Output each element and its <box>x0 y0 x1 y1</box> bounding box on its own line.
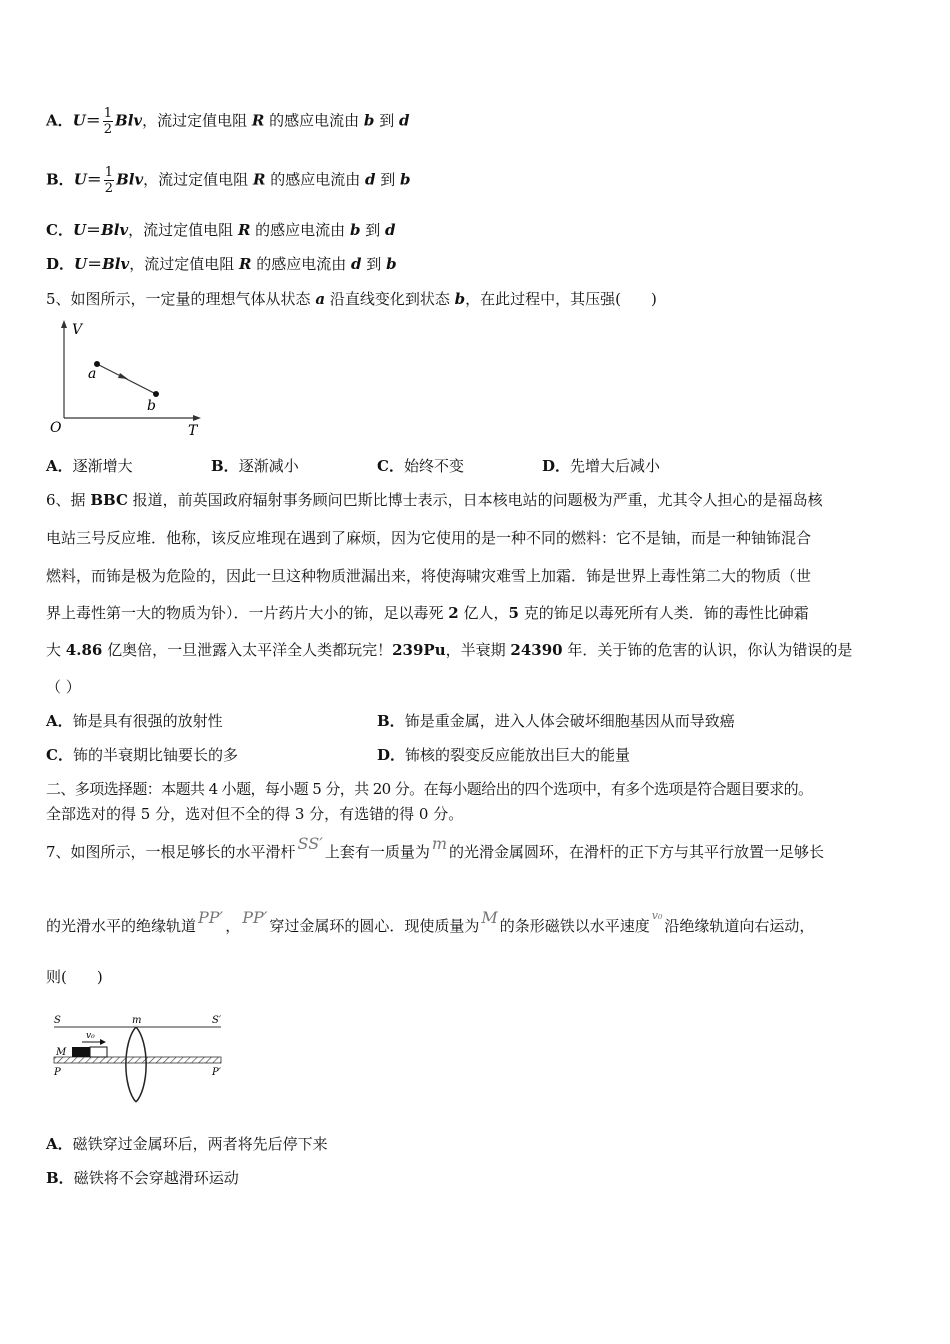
label-p-prime: P′ <box>212 1067 221 1078</box>
option-text: ，流过定值电阻 <box>128 221 238 239</box>
var-from: b <box>363 111 375 130</box>
stem-text: 的条形磁铁以水平速度 <box>499 917 650 935</box>
q6-option-a[interactable] <box>46 711 223 731</box>
stem-text: 2 <box>448 604 459 622</box>
process-line <box>97 364 156 394</box>
q7-option-a[interactable] <box>46 1134 328 1154</box>
var-blv: Blv <box>115 111 143 130</box>
point-a-label: a <box>88 366 97 382</box>
var-u: U <box>72 111 86 130</box>
option-text: 到 <box>361 255 387 273</box>
stem-text: 的光滑水平的绝缘轨道 <box>46 917 197 935</box>
numerator: 1 <box>104 165 114 180</box>
point-b-label: b <box>147 398 156 414</box>
symbol-m: m <box>431 834 448 853</box>
q4-option-a[interactable] <box>46 106 409 137</box>
stem-text: 239Pu <box>392 641 446 659</box>
label-s-prime: S′ <box>212 1015 222 1026</box>
stem-text: 界上毒性第一大的物质为钋）．一片药片大小的钸，足以毒死 <box>46 604 449 622</box>
symbol-ss-prime: SS′ <box>297 834 323 853</box>
option-label: C． <box>46 221 73 239</box>
stem-text: 5、如图所示，一定量的理想气体从状态 <box>46 290 316 308</box>
q7-line-3: 则( ) <box>46 968 103 986</box>
fraction-half <box>104 165 114 196</box>
q6-line-3: 燃料，而钸是极为危险的，因此一旦这种物质泄漏出来，将使海啸灾难雪上加霜．钸是世界上毒性第二大的物质（世 <box>46 567 812 585</box>
ring-back <box>126 1027 136 1102</box>
var-to: d <box>398 111 410 130</box>
q6-line-2: 电站三号反应堆．他称，该反应堆现在遇到了麻烦，因为它使用的是一种不同的燃料：它不是铀，而是一种铀钸混合 <box>46 529 812 547</box>
origin-label: O <box>50 420 62 436</box>
option-label: C． <box>46 746 73 764</box>
equals: ＝ <box>86 170 102 189</box>
stem-text: ， <box>225 917 241 935</box>
point-b <box>153 391 159 397</box>
stem-text: 克的钸足以毒死所有人类．钸的毒性比砷霜 <box>518 604 809 622</box>
stem-text: 的光滑金属圆环，在滑杆的正下方与其平行放置一足够长 <box>449 843 825 861</box>
option-text: 的感应电流由 <box>250 221 350 239</box>
stem-text: 5 <box>508 604 519 622</box>
var-to: b <box>400 170 411 189</box>
x-axis-arrow <box>193 415 201 421</box>
label-p: P <box>54 1067 61 1078</box>
option-text: 的感应电流由 <box>264 111 364 130</box>
option-text: 先增大后减小 <box>570 457 661 475</box>
option-text: 钸是具有很强的放射性 <box>72 712 223 730</box>
q6-option-d[interactable] <box>377 745 630 765</box>
option-label: B． <box>46 170 74 189</box>
label-s: S <box>54 1015 61 1026</box>
symbol-pp-prime: PP′ <box>198 908 224 927</box>
var-from: b <box>349 221 361 239</box>
q6-line-6: （ ） <box>46 678 81 696</box>
option-text: 逐渐减小 <box>238 457 299 475</box>
stem-text: 大 <box>46 641 66 659</box>
q6-line-1 <box>46 490 823 510</box>
q5-option-a[interactable] <box>46 456 133 476</box>
var-b: b <box>454 290 466 308</box>
symbol-big-m: M <box>481 908 498 927</box>
stem-text: 穿过金属环的圆心．现使质量为 <box>269 917 480 935</box>
option-text: 逐渐增大 <box>72 457 133 475</box>
vt-graph <box>46 318 216 438</box>
var-u: U <box>73 170 87 189</box>
q5-option-b[interactable] <box>211 456 299 476</box>
var-u: U <box>74 255 88 273</box>
section2-line-2: 全部选对的得 5 分，选对但不全的得 3 分，有选错的得 0 分。 <box>46 805 464 823</box>
y-axis-arrow <box>61 320 67 328</box>
stem-text: 年．关于钸的危害的认识，你认为错误的是 <box>562 641 853 659</box>
q6-option-b[interactable] <box>377 711 735 731</box>
var-r: R <box>239 255 252 273</box>
var-u: U <box>72 221 87 239</box>
var-r: R <box>237 221 251 239</box>
option-label: A． <box>46 111 73 130</box>
q6-line-4 <box>46 603 809 623</box>
denominator: 2 <box>104 181 114 196</box>
var-to: d <box>385 221 396 239</box>
option-label: D． <box>542 457 571 475</box>
option-text: 的感应电流由 <box>265 170 365 189</box>
stem-text: 上套有一质量为 <box>324 843 430 861</box>
option-text: 到 <box>360 221 385 239</box>
stem-text: 亿奥倍，一旦泄露入太平洋全人类都玩完！ <box>102 641 393 659</box>
q7-line-1 <box>46 834 825 862</box>
denominator: 2 <box>103 122 113 137</box>
q6-option-c[interactable] <box>46 745 238 765</box>
q5-stem <box>46 289 657 309</box>
option-text: 钸核的裂变反应能放出巨大的能量 <box>405 746 631 764</box>
option-label: A． <box>46 1135 73 1153</box>
option-text: ，流过定值电阻 <box>143 170 253 189</box>
var-from: d <box>351 255 362 273</box>
q7-line-2 <box>46 908 815 938</box>
equals: ＝ <box>87 255 103 273</box>
q6-line-5 <box>46 640 852 660</box>
ring-front <box>136 1027 146 1102</box>
x-axis-label: T <box>188 423 198 438</box>
option-text: 的感应电流由 <box>251 255 352 273</box>
velocity-arrowhead <box>100 1039 106 1045</box>
process-arrow <box>118 373 128 379</box>
stem-text: BBC <box>90 491 128 509</box>
stem-text: 7、如图所示，一根足够长的水平滑杆 <box>46 843 296 861</box>
stem-text: 24390 <box>510 641 563 659</box>
label-v0: v₀ <box>86 1031 95 1041</box>
stem-text: 4.86 <box>65 641 103 659</box>
q5-option-d[interactable] <box>542 456 660 476</box>
ring-magnet-diagram <box>46 1010 236 1106</box>
option-label: B． <box>377 712 405 730</box>
stem-text: 沿绝缘轨道向右运动， <box>664 917 815 935</box>
label-m: m <box>132 1015 142 1026</box>
stem-text: 沿直线变化到状态 <box>325 290 455 308</box>
var-r: R <box>251 111 265 130</box>
var-to: b <box>386 255 397 273</box>
option-text: 到 <box>374 111 399 130</box>
option-label: D． <box>377 746 406 764</box>
section2-line-1: 二、多项选择题：本题共 4 小题，每小题 5 分，共 20 分。在每小题给出的四个选项中，有多个选项是符合题目要求的。 <box>46 780 813 798</box>
var-blv: Blv <box>116 170 144 189</box>
stem-text: ，在此过程中，其压强( ) <box>465 290 657 308</box>
var-from: d <box>364 170 376 189</box>
option-label: A． <box>46 457 73 475</box>
q7-option-b[interactable] <box>46 1168 239 1188</box>
equals: ＝ <box>85 111 101 130</box>
option-text: 钸是重金属，进入人体会破坏细胞基因从而导致癌 <box>404 712 735 730</box>
q4-option-d[interactable] <box>46 254 397 274</box>
magnet-dark <box>72 1047 90 1057</box>
label-big-m: M <box>56 1047 67 1058</box>
q5-option-c[interactable] <box>377 456 464 476</box>
symbol-v0: v₀ <box>651 909 663 922</box>
var-a: a <box>315 290 326 308</box>
var-blv: Blv <box>102 255 130 273</box>
option-text: ，流过定值电阻 <box>142 111 252 130</box>
option-text: 磁铁穿过金属环后，两者将先后停下来 <box>72 1135 328 1153</box>
y-axis-label: V <box>72 322 83 338</box>
equals: ＝ <box>86 221 102 239</box>
option-text: 到 <box>375 170 401 189</box>
option-text: ，流过定值电阻 <box>129 255 239 273</box>
q4-option-b[interactable] <box>46 165 411 196</box>
option-text: 始终不变 <box>403 457 464 475</box>
option-label: C． <box>377 457 404 475</box>
option-label: B． <box>211 457 239 475</box>
fraction-half <box>103 106 113 137</box>
option-label: A． <box>46 712 73 730</box>
magnet-light <box>90 1047 107 1057</box>
q4-option-c[interactable] <box>46 220 396 240</box>
stem-text: 亿人， <box>458 604 509 622</box>
option-label: B． <box>46 1169 74 1187</box>
option-text: 磁铁将不会穿越滑环运动 <box>73 1169 239 1187</box>
option-text: 钸的半衰期比铀要长的多 <box>72 746 238 764</box>
numerator: 1 <box>103 106 113 121</box>
var-blv: Blv <box>101 221 129 239</box>
stem-text: ，半衰期 <box>445 641 511 659</box>
stem-text: 报道，前英国政府辐射事务顾问巴斯比博士表示，日本核电站的问题极为严重，尤其令人担心的是福岛核 <box>127 491 823 509</box>
stem-text: 6、据 <box>46 491 91 509</box>
option-label: D． <box>46 255 75 273</box>
symbol-pp-prime: PP′ <box>242 908 268 927</box>
track <box>54 1057 221 1063</box>
var-r: R <box>252 170 266 189</box>
